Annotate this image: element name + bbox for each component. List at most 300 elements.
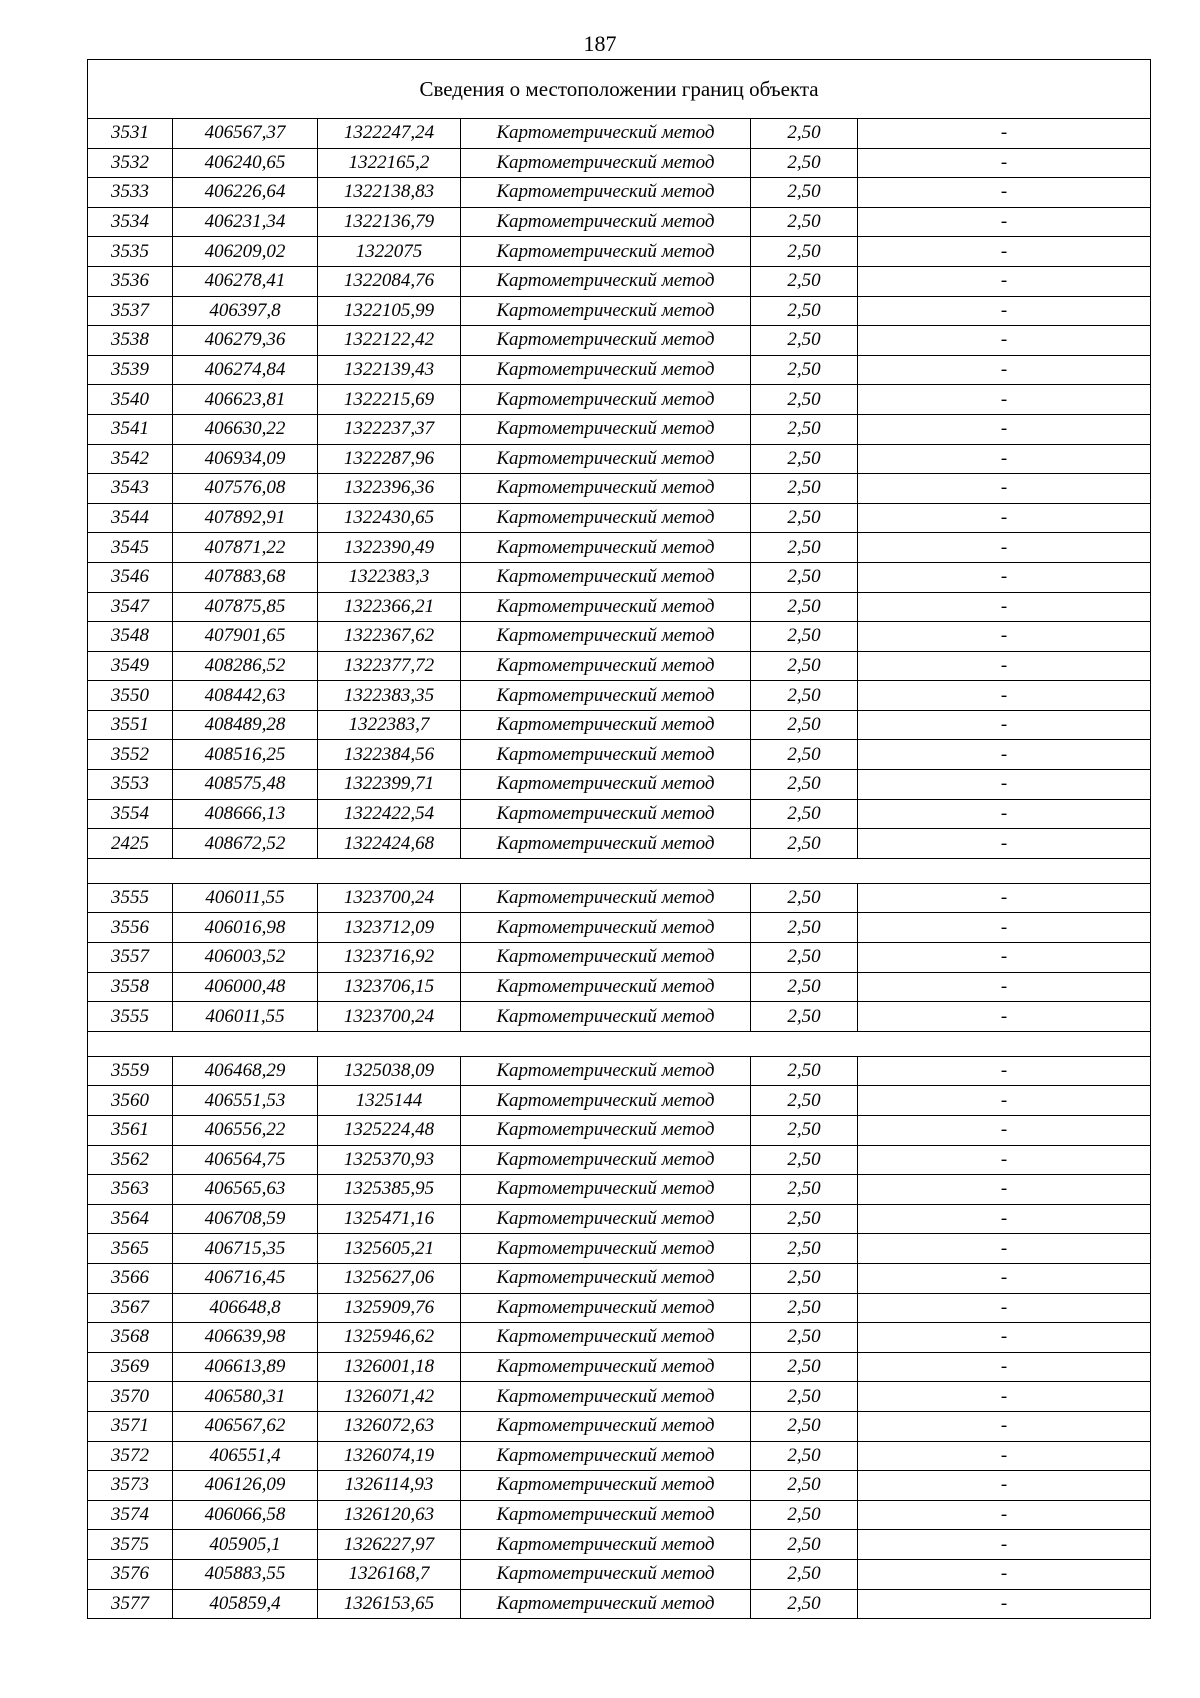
x-coordinate-cell: 406226,64: [173, 178, 318, 208]
point-number-cell: 3575: [88, 1530, 173, 1560]
description-cell: -: [858, 148, 1151, 178]
method-cell: Картометрический метод: [461, 385, 751, 415]
method-cell: Картометрический метод: [461, 829, 751, 859]
x-coordinate-cell: 406126,09: [173, 1471, 318, 1501]
description-cell: -: [858, 1382, 1151, 1412]
description-cell: -: [858, 1559, 1151, 1589]
point-number-cell: 3572: [88, 1441, 173, 1471]
x-coordinate-cell: 406716,45: [173, 1263, 318, 1293]
y-coordinate-cell: 1323700,24: [318, 1002, 461, 1032]
point-number-cell: 3535: [88, 237, 173, 267]
method-cell: Картометрический метод: [461, 355, 751, 385]
x-coordinate-cell: 406551,53: [173, 1086, 318, 1116]
y-coordinate-cell: 1322390,49: [318, 533, 461, 563]
table-row: [88, 651, 1151, 681]
x-coordinate-cell: 407871,22: [173, 533, 318, 563]
point-number-cell: 3531: [88, 119, 173, 149]
description-cell: -: [858, 562, 1151, 592]
x-coordinate-cell: 405859,4: [173, 1589, 318, 1619]
point-number-cell: 3543: [88, 474, 173, 504]
y-coordinate-cell: 1322105,99: [318, 296, 461, 326]
x-coordinate-cell: 406240,65: [173, 148, 318, 178]
table-row: [88, 1559, 1151, 1589]
method-cell: Картометрический метод: [461, 943, 751, 973]
description-cell: -: [858, 474, 1151, 504]
method-cell: Картометрический метод: [461, 1175, 751, 1205]
table-row: [88, 326, 1151, 356]
description-cell: -: [858, 1323, 1151, 1353]
precision-cell: 2,50: [751, 1559, 858, 1589]
precision-cell: 2,50: [751, 799, 858, 829]
x-coordinate-cell: 407875,85: [173, 592, 318, 622]
table-row: [88, 1145, 1151, 1175]
x-coordinate-cell: 406011,55: [173, 1002, 318, 1032]
point-number-cell: 3544: [88, 503, 173, 533]
table-row: [88, 1323, 1151, 1353]
description-cell: -: [858, 1589, 1151, 1619]
x-coordinate-cell: 406231,34: [173, 207, 318, 237]
method-cell: Картометрический метод: [461, 770, 751, 800]
table-body: [88, 60, 1151, 1619]
x-coordinate-cell: 408442,63: [173, 681, 318, 711]
precision-cell: 2,50: [751, 355, 858, 385]
point-number-cell: 3569: [88, 1352, 173, 1382]
group-separator-cell: [88, 858, 1151, 883]
description-cell: -: [858, 1175, 1151, 1205]
x-coordinate-cell: 406715,35: [173, 1234, 318, 1264]
x-coordinate-cell: 406567,37: [173, 119, 318, 149]
x-coordinate-cell: 406278,41: [173, 266, 318, 296]
table-row: [88, 1500, 1151, 1530]
description-cell: -: [858, 296, 1151, 326]
x-coordinate-cell: 405883,55: [173, 1559, 318, 1589]
description-cell: -: [858, 1086, 1151, 1116]
description-cell: -: [858, 829, 1151, 859]
precision-cell: 2,50: [751, 237, 858, 267]
method-cell: Картометрический метод: [461, 533, 751, 563]
y-coordinate-cell: 1322122,42: [318, 326, 461, 356]
y-coordinate-cell: 1325385,95: [318, 1175, 461, 1205]
point-number-cell: 3545: [88, 533, 173, 563]
table-row: [88, 829, 1151, 859]
point-number-cell: 3549: [88, 651, 173, 681]
description-cell: -: [858, 119, 1151, 149]
precision-cell: 2,50: [751, 1086, 858, 1116]
point-number-cell: 3574: [88, 1500, 173, 1530]
precision-cell: 2,50: [751, 740, 858, 770]
x-coordinate-cell: 406551,4: [173, 1441, 318, 1471]
x-coordinate-cell: 407901,65: [173, 622, 318, 652]
point-number-cell: 3559: [88, 1056, 173, 1086]
y-coordinate-cell: 1325471,16: [318, 1204, 461, 1234]
x-coordinate-cell: 406567,62: [173, 1411, 318, 1441]
description-cell: -: [858, 414, 1151, 444]
precision-cell: 2,50: [751, 1056, 858, 1086]
description-cell: -: [858, 1411, 1151, 1441]
precision-cell: 2,50: [751, 503, 858, 533]
table-row: [88, 1382, 1151, 1412]
table-row: [88, 1263, 1151, 1293]
precision-cell: 2,50: [751, 385, 858, 415]
method-cell: Картометрический метод: [461, 710, 751, 740]
y-coordinate-cell: 1323716,92: [318, 943, 461, 973]
method-cell: Картометрический метод: [461, 148, 751, 178]
method-cell: Картометрический метод: [461, 1411, 751, 1441]
precision-cell: 2,50: [751, 1411, 858, 1441]
table-row: [88, 1116, 1151, 1146]
description-cell: -: [858, 1056, 1151, 1086]
method-cell: Картометрический метод: [461, 562, 751, 592]
method-cell: Картометрический метод: [461, 474, 751, 504]
table-row: [88, 444, 1151, 474]
table-row: [88, 119, 1151, 149]
method-cell: Картометрический метод: [461, 296, 751, 326]
description-cell: -: [858, 178, 1151, 208]
description-cell: -: [858, 943, 1151, 973]
table-row: [88, 972, 1151, 1002]
table-row: [88, 592, 1151, 622]
y-coordinate-cell: 1322384,56: [318, 740, 461, 770]
table-row: [88, 1530, 1151, 1560]
precision-cell: 2,50: [751, 710, 858, 740]
description-cell: -: [858, 1471, 1151, 1501]
precision-cell: 2,50: [751, 1471, 858, 1501]
description-cell: -: [858, 1530, 1151, 1560]
table-row: [88, 503, 1151, 533]
description-cell: -: [858, 1145, 1151, 1175]
y-coordinate-cell: 1322136,79: [318, 207, 461, 237]
description-cell: -: [858, 1293, 1151, 1323]
point-number-cell: 3571: [88, 1411, 173, 1441]
point-number-cell: 3560: [88, 1086, 173, 1116]
description-cell: -: [858, 799, 1151, 829]
y-coordinate-cell: 1325627,06: [318, 1263, 461, 1293]
page-number: 187: [583, 31, 617, 56]
method-cell: Картометрический метод: [461, 1530, 751, 1560]
table-row: [88, 943, 1151, 973]
method-cell: Картометрический метод: [461, 1589, 751, 1619]
y-coordinate-cell: 1322383,7: [318, 710, 461, 740]
y-coordinate-cell: 1322424,68: [318, 829, 461, 859]
point-number-cell: 3546: [88, 562, 173, 592]
point-number-cell: 3551: [88, 710, 173, 740]
y-coordinate-cell: 1322287,96: [318, 444, 461, 474]
table-row: [88, 562, 1151, 592]
y-coordinate-cell: 1326074,19: [318, 1441, 461, 1471]
y-coordinate-cell: 1322383,3: [318, 562, 461, 592]
table-row: [88, 1589, 1151, 1619]
table-row: [88, 1293, 1151, 1323]
group-separator-row: [88, 1031, 1151, 1056]
point-number-cell: 3556: [88, 913, 173, 943]
precision-cell: 2,50: [751, 1175, 858, 1205]
method-cell: Картометрический метод: [461, 1471, 751, 1501]
precision-cell: 2,50: [751, 1234, 858, 1264]
method-cell: Картометрический метод: [461, 1382, 751, 1412]
x-coordinate-cell: 407892,91: [173, 503, 318, 533]
y-coordinate-cell: 1326071,42: [318, 1382, 461, 1412]
y-coordinate-cell: 1325946,62: [318, 1323, 461, 1353]
x-coordinate-cell: 408575,48: [173, 770, 318, 800]
precision-cell: 2,50: [751, 1500, 858, 1530]
table-row: [88, 474, 1151, 504]
precision-cell: 2,50: [751, 444, 858, 474]
method-cell: Картометрический метод: [461, 444, 751, 474]
table-row: [88, 740, 1151, 770]
description-cell: -: [858, 503, 1151, 533]
description-cell: -: [858, 883, 1151, 913]
method-cell: Картометрический метод: [461, 1441, 751, 1471]
y-coordinate-cell: 1323706,15: [318, 972, 461, 1002]
x-coordinate-cell: 406397,8: [173, 296, 318, 326]
point-number-cell: 3573: [88, 1471, 173, 1501]
precision-cell: 2,50: [751, 1352, 858, 1382]
y-coordinate-cell: 1326168,7: [318, 1559, 461, 1589]
precision-cell: 2,50: [751, 148, 858, 178]
method-cell: Картометрический метод: [461, 207, 751, 237]
y-coordinate-cell: 1322165,2: [318, 148, 461, 178]
point-number-cell: 3538: [88, 326, 173, 356]
y-coordinate-cell: 1326072,63: [318, 1411, 461, 1441]
y-coordinate-cell: 1322367,62: [318, 622, 461, 652]
table-row: [88, 622, 1151, 652]
method-cell: Картометрический метод: [461, 913, 751, 943]
method-cell: Картометрический метод: [461, 1500, 751, 1530]
method-cell: Картометрический метод: [461, 266, 751, 296]
x-coordinate-cell: 408489,28: [173, 710, 318, 740]
description-cell: -: [858, 913, 1151, 943]
y-coordinate-cell: 1322430,65: [318, 503, 461, 533]
y-coordinate-cell: 1322247,24: [318, 119, 461, 149]
x-coordinate-cell: 406274,84: [173, 355, 318, 385]
precision-cell: 2,50: [751, 770, 858, 800]
precision-cell: 2,50: [751, 681, 858, 711]
description-cell: -: [858, 622, 1151, 652]
method-cell: Картометрический метод: [461, 883, 751, 913]
y-coordinate-cell: 1322139,43: [318, 355, 461, 385]
y-coordinate-cell: 1322215,69: [318, 385, 461, 415]
y-coordinate-cell: 1322383,35: [318, 681, 461, 711]
method-cell: Картометрический метод: [461, 622, 751, 652]
x-coordinate-cell: 406630,22: [173, 414, 318, 444]
table-row: [88, 1411, 1151, 1441]
x-coordinate-cell: 406000,48: [173, 972, 318, 1002]
point-number-cell: 3548: [88, 622, 173, 652]
x-coordinate-cell: 406209,02: [173, 237, 318, 267]
method-cell: Картометрический метод: [461, 1323, 751, 1353]
y-coordinate-cell: 1326227,97: [318, 1530, 461, 1560]
table-row: [88, 770, 1151, 800]
description-cell: -: [858, 1234, 1151, 1264]
point-number-cell: 3541: [88, 414, 173, 444]
x-coordinate-cell: 406066,58: [173, 1500, 318, 1530]
point-number-cell: 3540: [88, 385, 173, 415]
description-cell: -: [858, 972, 1151, 1002]
precision-cell: 2,50: [751, 296, 858, 326]
point-number-cell: 3537: [88, 296, 173, 326]
point-number-cell: 3565: [88, 1234, 173, 1264]
point-number-cell: 3566: [88, 1263, 173, 1293]
group-separator-cell: [88, 1031, 1151, 1056]
y-coordinate-cell: 1322396,36: [318, 474, 461, 504]
y-coordinate-cell: 1325038,09: [318, 1056, 461, 1086]
method-cell: Картометрический метод: [461, 326, 751, 356]
precision-cell: 2,50: [751, 414, 858, 444]
table-row: [88, 1086, 1151, 1116]
precision-cell: 2,50: [751, 943, 858, 973]
x-coordinate-cell: 408672,52: [173, 829, 318, 859]
x-coordinate-cell: 406016,98: [173, 913, 318, 943]
description-cell: -: [858, 237, 1151, 267]
y-coordinate-cell: 1322237,37: [318, 414, 461, 444]
x-coordinate-cell: 406279,36: [173, 326, 318, 356]
y-coordinate-cell: 1323700,24: [318, 883, 461, 913]
description-cell: -: [858, 207, 1151, 237]
description-cell: -: [858, 533, 1151, 563]
table-row: [88, 1056, 1151, 1086]
precision-cell: 2,50: [751, 592, 858, 622]
table-row: [88, 1204, 1151, 1234]
method-cell: Картометрический метод: [461, 1056, 751, 1086]
precision-cell: 2,50: [751, 1323, 858, 1353]
method-cell: Картометрический метод: [461, 1293, 751, 1323]
point-number-cell: 3554: [88, 799, 173, 829]
point-number-cell: 3539: [88, 355, 173, 385]
precision-cell: 2,50: [751, 266, 858, 296]
precision-cell: 2,50: [751, 1382, 858, 1412]
y-coordinate-cell: 1326001,18: [318, 1352, 461, 1382]
point-number-cell: 3555: [88, 1002, 173, 1032]
point-number-cell: 3555: [88, 883, 173, 913]
point-number-cell: 3557: [88, 943, 173, 973]
method-cell: Картометрический метод: [461, 1204, 751, 1234]
table-row: [88, 148, 1151, 178]
point-number-cell: 3558: [88, 972, 173, 1002]
x-coordinate-cell: 406613,89: [173, 1352, 318, 1382]
y-coordinate-cell: 1326114,93: [318, 1471, 461, 1501]
description-cell: -: [858, 444, 1151, 474]
description-cell: -: [858, 266, 1151, 296]
point-number-cell: 3536: [88, 266, 173, 296]
table-row: [88, 710, 1151, 740]
point-number-cell: 3550: [88, 681, 173, 711]
point-number-cell: 3534: [88, 207, 173, 237]
method-cell: Картометрический метод: [461, 119, 751, 149]
table-row: [88, 1234, 1151, 1264]
precision-cell: 2,50: [751, 1204, 858, 1234]
y-coordinate-cell: 1322138,83: [318, 178, 461, 208]
point-number-cell: 3568: [88, 1323, 173, 1353]
description-cell: -: [858, 710, 1151, 740]
method-cell: Картометрический метод: [461, 1559, 751, 1589]
y-coordinate-cell: 1325909,76: [318, 1293, 461, 1323]
description-cell: -: [858, 1352, 1151, 1382]
table-row: [88, 1441, 1151, 1471]
method-cell: Картометрический метод: [461, 681, 751, 711]
method-cell: Картометрический метод: [461, 1352, 751, 1382]
precision-cell: 2,50: [751, 1145, 858, 1175]
y-coordinate-cell: 1325224,48: [318, 1116, 461, 1146]
precision-cell: 2,50: [751, 651, 858, 681]
point-number-cell: 3577: [88, 1589, 173, 1619]
x-coordinate-cell: 407576,08: [173, 474, 318, 504]
method-cell: Картометрический метод: [461, 972, 751, 1002]
precision-cell: 2,50: [751, 883, 858, 913]
point-number-cell: 3552: [88, 740, 173, 770]
y-coordinate-cell: 1326120,63: [318, 1500, 461, 1530]
method-cell: Картометрический метод: [461, 237, 751, 267]
method-cell: Картометрический метод: [461, 799, 751, 829]
x-coordinate-cell: 406003,52: [173, 943, 318, 973]
point-number-cell: 3547: [88, 592, 173, 622]
precision-cell: 2,50: [751, 622, 858, 652]
description-cell: -: [858, 681, 1151, 711]
y-coordinate-cell: 1326153,65: [318, 1589, 461, 1619]
y-coordinate-cell: 1322366,21: [318, 592, 461, 622]
description-cell: -: [858, 651, 1151, 681]
method-cell: Картометрический метод: [461, 178, 751, 208]
precision-cell: 2,50: [751, 1589, 858, 1619]
y-coordinate-cell: 1322399,71: [318, 770, 461, 800]
x-coordinate-cell: 408286,52: [173, 651, 318, 681]
y-coordinate-cell: 1323712,09: [318, 913, 461, 943]
precision-cell: 2,50: [751, 972, 858, 1002]
description-cell: -: [858, 740, 1151, 770]
description-cell: -: [858, 385, 1151, 415]
table-row: [88, 296, 1151, 326]
point-number-cell: 3567: [88, 1293, 173, 1323]
description-cell: -: [858, 592, 1151, 622]
point-number-cell: 2425: [88, 829, 173, 859]
table-row: [88, 1471, 1151, 1501]
precision-cell: 2,50: [751, 1263, 858, 1293]
table-row: [88, 207, 1151, 237]
description-cell: -: [858, 1204, 1151, 1234]
y-coordinate-cell: 1325605,21: [318, 1234, 461, 1264]
table-header-row: [88, 60, 1151, 119]
x-coordinate-cell: 406623,81: [173, 385, 318, 415]
description-cell: -: [858, 355, 1151, 385]
x-coordinate-cell: 405905,1: [173, 1530, 318, 1560]
point-number-cell: 3553: [88, 770, 173, 800]
y-coordinate-cell: 1322377,72: [318, 651, 461, 681]
method-cell: Картометрический метод: [461, 651, 751, 681]
method-cell: Картометрический метод: [461, 503, 751, 533]
table-row: [88, 1002, 1151, 1032]
description-cell: -: [858, 1263, 1151, 1293]
precision-cell: 2,50: [751, 829, 858, 859]
point-number-cell: 3564: [88, 1204, 173, 1234]
precision-cell: 2,50: [751, 1530, 858, 1560]
table-row: [88, 913, 1151, 943]
point-number-cell: 3542: [88, 444, 173, 474]
y-coordinate-cell: 1322075: [318, 237, 461, 267]
x-coordinate-cell: 406565,63: [173, 1175, 318, 1205]
table-title: Сведения о местоположении границ объекта: [88, 60, 1151, 119]
description-cell: -: [858, 770, 1151, 800]
point-number-cell: 3533: [88, 178, 173, 208]
precision-cell: 2,50: [751, 1002, 858, 1032]
x-coordinate-cell: 406934,09: [173, 444, 318, 474]
x-coordinate-cell: 406468,29: [173, 1056, 318, 1086]
table-row: [88, 266, 1151, 296]
description-cell: -: [858, 1441, 1151, 1471]
x-coordinate-cell: 406580,31: [173, 1382, 318, 1412]
precision-cell: 2,50: [751, 533, 858, 563]
x-coordinate-cell: 406648,8: [173, 1293, 318, 1323]
x-coordinate-cell: 407883,68: [173, 562, 318, 592]
table-row: [88, 1352, 1151, 1382]
